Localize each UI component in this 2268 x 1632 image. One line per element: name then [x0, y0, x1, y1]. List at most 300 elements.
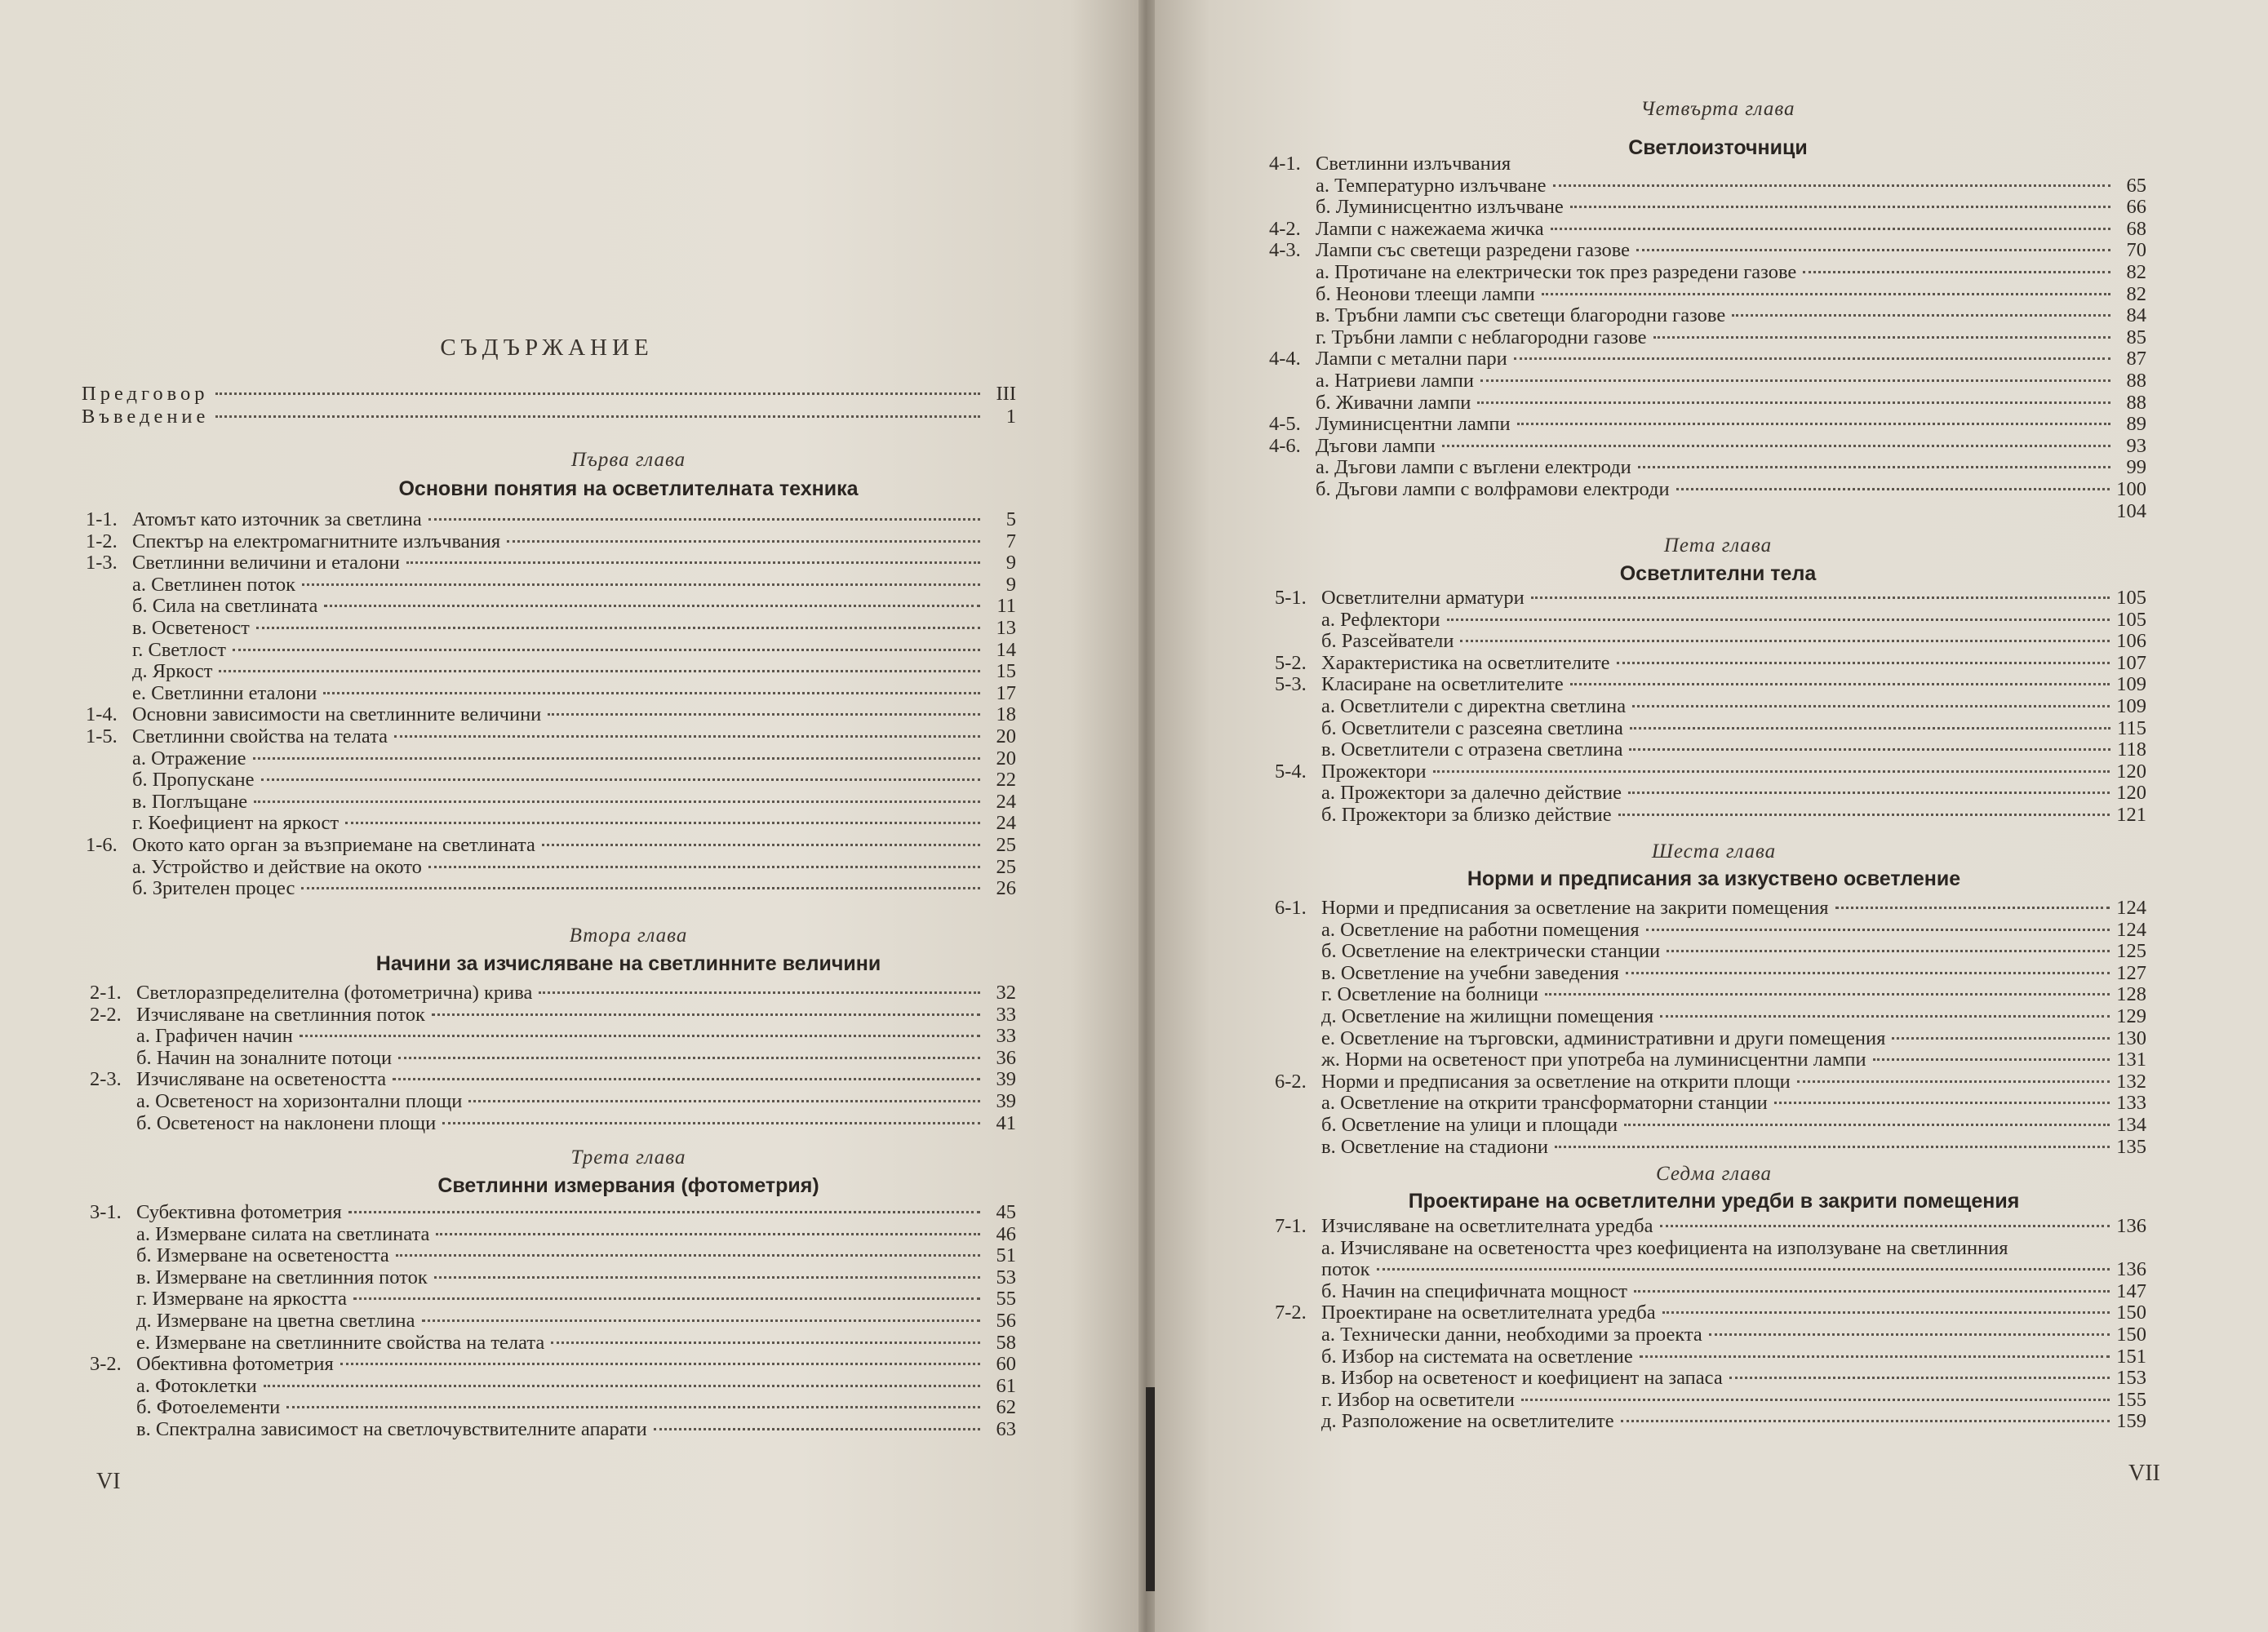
toc-entry [86, 704, 1016, 725]
entry-title: б. Прожектори за близко действие [1321, 804, 1612, 826]
entry-title: поток [1321, 1258, 1370, 1281]
entry-title: Дъгови лампи [1316, 434, 1436, 457]
folio-left: VI [96, 1469, 121, 1494]
entry-title: Светлоразпределителна (фотометрична) крива [136, 982, 533, 1004]
entry-page-number: 56 [996, 1310, 1016, 1332]
entry-page-number: 53 [996, 1266, 1016, 1288]
entry-number: 1-6. [86, 834, 118, 856]
dot-leader [1667, 950, 2110, 952]
entry-page-number: 60 [996, 1353, 1016, 1376]
entry-number: 2-3. [90, 1068, 122, 1091]
toc-entry [1275, 1216, 2146, 1237]
toc-entry [90, 1245, 1016, 1266]
entry-number: 4-2. [1269, 217, 1301, 240]
toc-entry [1275, 718, 2146, 739]
entry-title: б. Осветеност на наклонени площи [136, 1111, 437, 1134]
toc-entry [1269, 370, 2146, 392]
entry-page-number: 124 [2116, 897, 2146, 919]
entry-title: а. Измерване силата на светлината [136, 1222, 430, 1245]
entry-page-number: 25 [996, 834, 1016, 856]
entry-number: 1-3. [86, 552, 118, 574]
toc-entry [1275, 984, 2146, 1005]
dot-leader [428, 518, 980, 521]
entry-number: 3-1. [90, 1201, 122, 1223]
dot-leader [1653, 336, 2111, 339]
entry-title: б. Луминисцентно излъчване [1316, 196, 1564, 219]
entry-title: а. Прожектори за далечно действие [1321, 782, 1622, 805]
dot-leader [1617, 662, 2110, 664]
toc-entry [1269, 414, 2146, 435]
dot-leader [1628, 792, 2110, 794]
entry-page-number: 14 [996, 638, 1016, 661]
entry-title: д. Осветление на жилищни помещения [1321, 1005, 1654, 1027]
dot-leader [1570, 206, 2110, 208]
toc-entry [86, 769, 1016, 791]
entry-title: Обективна фотометрия [136, 1353, 334, 1376]
toc-entry [1275, 1346, 2146, 1368]
dot-leader [428, 866, 980, 868]
entry-title: б. Осветление на електрически станции [1321, 940, 1661, 963]
entry-title: б. Осветлители с разсеяна светлина [1321, 716, 1623, 739]
chapter-name: Начини за изчисляване на светлинните величини [375, 952, 881, 975]
entry-page-number: 93 [2126, 434, 2146, 457]
toc-entry [1275, 1324, 2146, 1346]
entry-number: 4-5. [1269, 413, 1301, 436]
toc-entry [90, 1004, 1016, 1026]
entry-page-number: 63 [996, 1418, 1016, 1440]
entry-page-number: 51 [996, 1244, 1016, 1267]
entry-page-number: 100 [2116, 478, 2146, 500]
toc-entry [90, 1310, 1016, 1332]
toc-entry [1275, 761, 2146, 783]
entry-title: а. Светлинен поток [132, 573, 295, 596]
dot-leader [1618, 814, 2110, 816]
dot-leader [219, 670, 980, 672]
dot-leader [1732, 314, 2110, 317]
toc-entry [1269, 240, 2146, 261]
toc-entry [1275, 1115, 2146, 1136]
toc-entry [1275, 631, 2146, 652]
toc-entry [1275, 1006, 2146, 1027]
entry-number: 2-1. [90, 982, 122, 1004]
entry-title: б. Осветление на улици и площади [1321, 1114, 1618, 1136]
entry-page-number: 105 [2116, 608, 2146, 631]
toc-entry [1275, 783, 2146, 804]
entry-title: а. Устройство и действие на окото [132, 855, 422, 878]
entry-page-number: 5 [1005, 508, 1016, 530]
entry-title: б. Сила на светлината [132, 595, 318, 618]
dot-leader [654, 1428, 980, 1430]
dot-leader [406, 561, 980, 564]
dot-leader [422, 1319, 980, 1322]
entry-page-number: 13 [996, 617, 1016, 639]
chapter-title: Втора глава [569, 925, 688, 947]
entry-page-number: 15 [996, 660, 1016, 683]
toc-entry [1275, 1137, 2146, 1158]
dot-leader [348, 1211, 980, 1213]
toc-entry [1269, 219, 2146, 240]
chapter-name: Норми и предписания за изкуствено осветление [1467, 867, 1961, 890]
entry-page-number: 39 [996, 1068, 1016, 1091]
dot-leader [551, 1342, 980, 1344]
dot-leader [434, 1276, 980, 1279]
toc-entry [1269, 457, 2146, 478]
entry-page-number: 134 [2116, 1114, 2146, 1136]
entry-page-number: 9 [1005, 552, 1016, 574]
entry-title: б. Начин на зоналните потоци [136, 1046, 393, 1069]
dot-leader [1514, 357, 2110, 360]
dot-leader [436, 1233, 980, 1235]
entry-number: 7-1. [1275, 1215, 1307, 1237]
toc-entry [86, 813, 1016, 834]
chapter-name: Осветлителни тела [1619, 562, 1817, 585]
toc-entry [1275, 941, 2146, 962]
toc-entry [1269, 327, 2146, 348]
entry-page-number: 82 [2126, 261, 2146, 283]
entry-page-number: 58 [996, 1331, 1016, 1354]
dot-leader [1521, 1399, 2110, 1401]
entry-title: б. Начин на специфичната мощност [1321, 1279, 1628, 1302]
toc-entry [1275, 696, 2146, 717]
dot-leader [1433, 770, 2110, 773]
toc-entry [1275, 1390, 2146, 1411]
dot-leader [539, 991, 980, 994]
dot-leader [1640, 1355, 2110, 1358]
toc-entry [1275, 1302, 2146, 1324]
entry-page-number: 24 [996, 812, 1016, 835]
dot-leader [1774, 1102, 2110, 1104]
toc-entry [90, 1069, 1016, 1090]
entry-page-number: 9 [1005, 573, 1016, 596]
entry-title: а. Изчисляване на осветеността чрез коефициента на използуване на светлинния [1321, 1236, 2008, 1259]
dot-leader [1442, 445, 2110, 447]
entry-page-number: 155 [2116, 1388, 2146, 1411]
entry-page-number: 25 [996, 855, 1016, 878]
toc-entry [86, 835, 1016, 856]
entry-title: е. Светлинни еталони [132, 681, 317, 704]
toc-entry [90, 1113, 1016, 1134]
entry-title: Лампи с нажежаема жичка [1316, 217, 1544, 240]
toc-entry [1269, 479, 2146, 500]
toc-entry [90, 1091, 1016, 1112]
dot-leader [256, 627, 980, 629]
dot-leader [1624, 1124, 2110, 1126]
entry-page-number: 88 [2126, 391, 2146, 414]
entry-title: а. Температурно излъчване [1316, 174, 1547, 197]
entry-page-number: 22 [996, 769, 1016, 792]
entry-page-number: 24 [996, 790, 1016, 813]
dot-leader [301, 887, 980, 889]
entry-page-number: 121 [2116, 804, 2146, 826]
entry-title: в. Избор на осветеност и коефициент на запаса [1321, 1367, 1723, 1390]
entry-page-number: 128 [2116, 983, 2146, 1006]
entry-number: 2-2. [90, 1003, 122, 1026]
dot-leader [507, 540, 980, 543]
toc-entry [1275, 963, 2146, 984]
entry-title: а. Осветление на открити трансформаторни станции [1321, 1092, 1768, 1115]
entry-title: в. Осветлители с отразена светлина [1321, 738, 1623, 761]
dot-leader [468, 1100, 980, 1102]
entry-page-number: 129 [2116, 1005, 2146, 1027]
toc-entry [1275, 610, 2146, 631]
toc-entry [1275, 1049, 2146, 1071]
toc-entry [90, 1048, 1016, 1069]
entry-title: Осветлителни арматури [1321, 587, 1525, 609]
entry-page-number: 120 [2116, 760, 2146, 783]
entry-page-number: 39 [996, 1090, 1016, 1112]
entry-title: Атомът като източник за светлина [132, 508, 422, 530]
toc-entry [86, 552, 1016, 574]
toc-entry [90, 1288, 1016, 1310]
toc-entry [1275, 739, 2146, 761]
entry-page-number: 55 [996, 1288, 1016, 1310]
toc-entry [1275, 805, 2146, 826]
entry-page-number: 84 [2126, 304, 2146, 327]
entry-title: Характеристика на осветлителите [1321, 651, 1610, 674]
entry-page-number: 66 [2126, 196, 2146, 219]
toc-entry [1269, 262, 2146, 283]
toc-entry [86, 748, 1016, 769]
entry-title: Предговор [82, 383, 209, 405]
dot-leader [1873, 1058, 2110, 1061]
dot-leader [1634, 1290, 2110, 1293]
dot-leader [1797, 1080, 2110, 1083]
entry-title: е. Осветление на търговски, административни и други помещения [1321, 1027, 1886, 1049]
entry-page-number: 61 [996, 1374, 1016, 1397]
toc-entry [1275, 1093, 2146, 1114]
toc-entry [1275, 1368, 2146, 1389]
entry-title: в. Осветление на учебни заведения [1321, 961, 1619, 984]
entry-title: Изчисляване на осветеността [136, 1068, 387, 1091]
chapter-title: Седма глава [1656, 1163, 1772, 1185]
entry-number: 5-1. [1275, 587, 1307, 609]
entry-page-number: 70 [2126, 239, 2146, 262]
entry-title: а. Осветлители с директна светлина [1321, 695, 1627, 717]
entry-page-number: 41 [996, 1111, 1016, 1134]
entry-title: б. Пропускане [132, 769, 255, 792]
dot-leader [1729, 1377, 2110, 1379]
dot-leader [393, 1078, 980, 1080]
chapter-name: Светлоизточници [1628, 136, 1808, 159]
dot-leader [1629, 748, 2110, 751]
dot-leader [340, 1363, 980, 1365]
entry-page-number: 153 [2116, 1367, 2146, 1390]
dot-leader [1835, 907, 2110, 909]
toc-entry [90, 1354, 1016, 1375]
chapter-name: Светлинни измервания (фотометрия) [437, 1174, 819, 1197]
entry-title: Въведение [82, 406, 210, 428]
dot-leader [345, 822, 980, 824]
toc-entry [86, 574, 1016, 596]
chapter-title: Пета глава [1663, 534, 1773, 557]
toc-entry [90, 1333, 1016, 1354]
entry-number: 4-4. [1269, 348, 1301, 370]
toc-entry [1269, 392, 2146, 414]
toc-entry [1275, 1259, 2146, 1280]
toc-entry [1275, 1411, 2146, 1432]
entry-page-number: 82 [2126, 282, 2146, 305]
chapter-name: Проектиране на осветлителни уредби в закрити помещения [1408, 1190, 2020, 1213]
entry-title: Норми и предписания за осветление на закрити помещения [1321, 897, 1829, 919]
toc-entry-front [82, 384, 1016, 405]
entry-page-number: 65 [2126, 174, 2146, 197]
dot-leader [323, 692, 980, 694]
entry-page-number: 33 [996, 1025, 1016, 1048]
entry-title: б. Неонови тлеещи лампи [1316, 282, 1535, 305]
entry-title: а. Натриеви лампи [1316, 370, 1474, 392]
entry-title: Светлинни свойства на телата [132, 725, 388, 747]
dot-leader [1555, 1146, 2110, 1148]
entry-page-number: 68 [2126, 217, 2146, 240]
toc-entry-front [82, 406, 1016, 428]
toc-entry [86, 792, 1016, 813]
dot-leader [442, 1122, 980, 1124]
entry-title: Прожектори [1321, 760, 1427, 783]
entry-title: Класиране на осветлителите [1321, 673, 1564, 696]
entry-title: в. Осветеност [132, 617, 250, 639]
toc-entry [1275, 674, 2146, 695]
entry-page-number: 105 [2116, 587, 2146, 609]
entry-title: Спектър на електромагнитните излъчвания [132, 530, 501, 552]
chapter-title: Четвърта глава [1640, 98, 1795, 120]
chapter-title: Трета глава [570, 1146, 686, 1169]
dot-leader [233, 649, 980, 651]
entry-title: в. Поглъщане [132, 790, 248, 813]
folio-right: VII [2128, 1461, 2160, 1486]
entry-page-number: 17 [996, 681, 1016, 704]
entry-page-number: 46 [996, 1222, 1016, 1245]
entry-title: а. Дъгови лампи с въглени електроди [1316, 456, 1631, 479]
toc-entry [86, 878, 1016, 899]
entry-page-number: 20 [996, 725, 1016, 747]
dot-leader [286, 1406, 980, 1408]
dot-leader [1660, 1015, 2110, 1018]
entry-page-number: 62 [996, 1396, 1016, 1419]
dot-leader [1517, 423, 2110, 425]
entry-title: в. Осветление на стадиони [1321, 1135, 1549, 1158]
entry-title: г. Осветление на болници [1321, 983, 1538, 1006]
dot-leader [1646, 929, 2110, 931]
toc-entry [1275, 1238, 2146, 1259]
entry-title: б. Разсейватели [1321, 630, 1454, 653]
dot-leader [1551, 228, 2110, 230]
entry-number: 4-6. [1269, 434, 1301, 457]
entry-page-number: 107 [2116, 651, 2146, 674]
entry-title: Норми и предписания за осветление на открити площи [1321, 1070, 1791, 1093]
entry-page-number: 20 [996, 747, 1016, 769]
entry-title: а. Осветеност на хоризонтални площи [136, 1090, 463, 1112]
toc-entry [86, 726, 1016, 747]
entry-page-number: 87 [2126, 348, 2146, 370]
entry-page-number: 133 [2116, 1092, 2146, 1115]
toc-entry [90, 1202, 1016, 1223]
entry-title: Светлинни величини и еталони [132, 552, 400, 574]
entry-title: д. Разположение на осветлителите [1321, 1410, 1614, 1433]
entry-title: Изчисляване на осветлителната уредба [1321, 1215, 1653, 1237]
dot-leader [1709, 1333, 2110, 1336]
entry-title: ж. Норми на осветеност при употреба на луминисцентни лампи [1321, 1049, 1866, 1071]
entry-title: д. Измерване на цветна светлина [136, 1310, 415, 1332]
dot-leader [542, 844, 980, 846]
entry-page-number: 106 [2116, 630, 2146, 653]
toc-entry [86, 661, 1016, 682]
entry-page-number: 11 [996, 595, 1016, 618]
entry-page-number: 125 [2116, 940, 2146, 963]
dot-leader [1447, 619, 2110, 621]
entry-title: б. Зрителен процес [132, 877, 295, 900]
toc-entry [1269, 436, 2146, 457]
dot-leader [1638, 466, 2110, 468]
entry-title: а. Отражение [132, 747, 246, 769]
entry-title: г. Избор на осветители [1321, 1388, 1515, 1411]
entry-title: г. Коефициент на яркост [132, 812, 340, 835]
toc-entry [86, 596, 1016, 617]
dot-leader [1660, 1225, 2110, 1227]
dot-leader [1480, 379, 2110, 382]
entry-number: 3-2. [90, 1353, 122, 1376]
entry-title: б. Избор на системата на осветление [1321, 1345, 1633, 1368]
toc-entry [90, 1419, 1016, 1440]
entry-number: 5-3. [1275, 673, 1307, 696]
dot-leader [1477, 401, 2110, 404]
entry-title: г. Измерване на яркостта [136, 1288, 348, 1310]
entry-page-number: 151 [2116, 1345, 2146, 1368]
entry-page-number: 109 [2116, 695, 2146, 717]
entry-page-number: 150 [2116, 1324, 2146, 1346]
entry-page-number: 150 [2116, 1302, 2146, 1324]
entry-title: а. Протичане на електрически ток през разредени газове [1316, 261, 1797, 283]
dot-leader [1545, 993, 2110, 996]
toc-entry [86, 618, 1016, 639]
toc-entry [1269, 153, 2146, 175]
toc-entry [1275, 920, 2146, 941]
dot-leader [253, 757, 980, 760]
dot-leader [1632, 705, 2110, 707]
entry-page-number: 7 [1005, 530, 1016, 552]
entry-number: 1-4. [86, 703, 118, 726]
dot-leader [1621, 1420, 2110, 1422]
entry-page-number: 104 [2116, 499, 2146, 522]
entry-number: 4-1. [1269, 153, 1301, 175]
entry-page-number: 159 [2116, 1410, 2146, 1433]
toc-entry [1275, 653, 2146, 674]
dot-leader [264, 1385, 980, 1387]
entry-title: Субективна фотометрия [136, 1201, 342, 1223]
entry-page-number: 18 [996, 703, 1016, 726]
entry-page-number: 136 [2116, 1258, 2146, 1281]
toc-entry [86, 509, 1016, 530]
entry-page-number: 127 [2116, 961, 2146, 984]
entry-title: а. Осветление на работни помещения [1321, 918, 1640, 941]
entry-title: г. Светлост [132, 638, 226, 661]
dot-leader [215, 392, 980, 395]
toc-entry [90, 1267, 1016, 1288]
toc-entry [1269, 305, 2146, 326]
entry-page-number: III [996, 383, 1016, 405]
toc-entry [86, 683, 1016, 704]
entry-page-number: 88 [2126, 370, 2146, 392]
entry-page-number: 136 [2116, 1215, 2146, 1237]
entry-page-number: 120 [2116, 782, 2146, 805]
chapter-name: Основни понятия на осветлителната техника [398, 477, 859, 500]
entry-page-number: 109 [2116, 673, 2146, 696]
entry-title: б. Фотоелементи [136, 1396, 281, 1419]
entry-page-number: 89 [2126, 413, 2146, 436]
dot-leader [1662, 1311, 2110, 1314]
entry-number: 6-1. [1275, 897, 1307, 919]
dot-leader [1892, 1037, 2110, 1040]
entry-title: а. Технически данни, необходими за проекта [1321, 1324, 1702, 1346]
